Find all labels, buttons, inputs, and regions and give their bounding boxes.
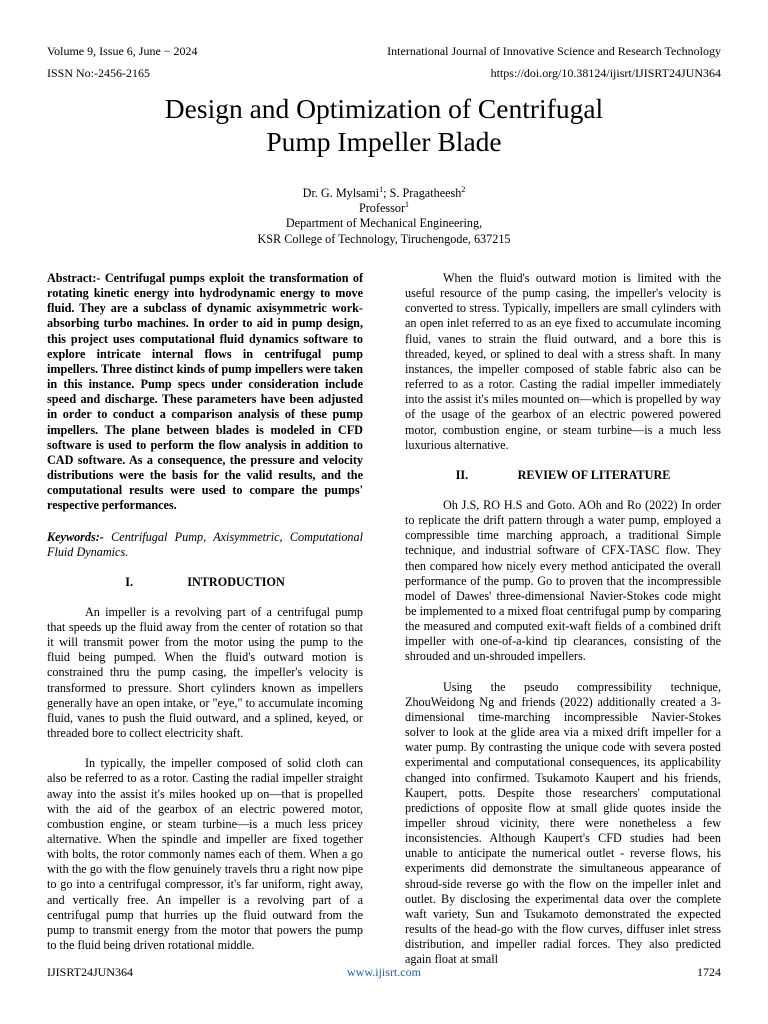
left-column [47,271,363,953]
paragraph: Using the pseudo compressibility technique, ZhouWeidong Ng and friends (2022) additionally created a 3-dimensional time-marching incompressible Navier-Stokes solver to look at the glide area via a mixed drift impeller for a water pump. By contrasting the unique code with severa posted experimental and computational consequences, its applicability changed into confirmed. Tsukamoto Kaupert and his friends, Kaupert, potts. Despite those researchers' computational predictions of opposite flow at small glide quotes inside the impeller shroud vicinity, there were nonetheless a few inconsistencies. Although Kaupert's CFD studies had been unable to anticipate the numerical outlet - reverse flows, his experiments did demonstrate the simultaneous appearance of shroud-side reverse go with the flow on the impeller inlet and outlet. By disclosing the experimental data over the complete waft variety, Sun and Tsukamoto demonstrated the expected results of the head-go with the flow curves, diffuser inlet stress distribution, and impeller radial forces. They also predicted again float at small [405,679,721,967]
title-line-2: Pump Impeller Blade [266,126,502,157]
section-title: INTRODUCTION [187,574,285,589]
section-heading-review [405,468,721,483]
footer-website-wrap [0,965,768,979]
spacer [405,453,721,468]
keywords-text: Centrifugal Pump, Axisymmetric, Computational Fluid Dynamics. [47,529,363,559]
paragraph: When the fluid's outward motion is limited with the useful resource of the pump casing, the impeller's velocity is converted to stress. Typically, impellers are small cylinders with an open inlet referred to as an eye fixed to accumulate incoming fluid, vanes to strain the fluid outward, and a bore this is threaded, keyed, or splined to deal with a stress shaft. In many instances, the impeller composed of stable fabric also can be referred to as a rotor. Casting the radial impeller immediately into the assist it's miles mounted on—which is propelled by way of the usage of the gearbox of an electric powered powered motor, combustion engine, or steam turbine—is a much less luxurious alternative. [405,271,721,452]
footer-paper-id: IJISRT24JUN364 [47,965,133,979]
keywords-label: Keywords:- [47,529,104,544]
author-2-affiliation: 2 [461,184,466,194]
author-separator: ; [383,186,390,200]
author-department: Department of Mechanical Engineering, [285,216,483,231]
author-block [0,186,768,247]
doi-link[interactable]: https://doi.org/10.38124/ijisrt/IJISRT24JUN364 [490,66,721,80]
footer-website-link[interactable]: www.ijisrt.com [347,965,421,979]
section-heading-introduction [47,575,363,590]
right-column [405,271,721,968]
page-number: 1724 [697,965,721,979]
paragraph: In typically, the impeller composed of solid cloth can also be referred to as a rotor. Casting the radial impeller straight away into the assist it's miles hooked up on—that is propelled with the aid of the gearbox of an electric powered motor, combustion engine, or steam turbine—is a much less pricey alternative. When the spindle and impeller are fixed together with bolts, the rotor commonly names each of them. When a go with the go with the flow genuinely travels thru a right now pipe to go into a centrifugal compressor, it's far uniform, right away, and vertically free. An impeller is a revolving part of a centrifugal pump that hurries up the fluid outward from the pump to transmit energy from the motor that powers the pump to the fluid being driven rotational middle. [47,756,363,953]
author-1-affiliation: 1 [379,184,384,194]
title-line-1: Design and Optimization of Centrifugal [164,93,604,124]
spacer [47,741,363,756]
journal-name: International Journal of Innovative Science and Research Technology [387,44,721,58]
section-number: II. [455,467,469,482]
author-role-affiliation: 1 [405,200,410,210]
issn: ISSN No:-2456-2165 [47,66,151,80]
volume-info: Volume 9, Issue 6, June − 2024 [47,44,198,58]
paragraph: Oh J.S, RO H.S and Goto. AOh and Ro (2022) In order to replicate the drift pattern through a water pump, employed a compressible time marching approach, a traditional Simple technique, and industrial software of CFX-TASC flow. They then compared how nicely every method anticipated the overall performance of the pump. Go to proven that the incompressible model of Dawes' three-dimensional Navier-Stokes code might be implemented to a mixed float centrifugal pump by comparing the measured and computed exit-waft fields of a combined drift impeller with one-of-a-kind tip clearances, consisting of the shrouded and un-shrouded impellers. [405,497,721,664]
author-1: Dr. G. Mylsami [302,186,380,200]
abstract: Abstract:- Centrifugal pumps exploit the transformation of rotating kinetic energy into hydrodynamic energy to move fluid. They are a subclass of dynamic axisymmetric work-absorbing turbo machines. In order to aid in pump design, this project uses computational fluid dynamics software to explore intricate internal flows in centrifugal pump impellers. Three distinct kinds of pump impellers were taken in this instance. Pump specs under consideration include speed and discharge. These parameters have been adjusted in order to conduct a comparison analysis of these pump impellers. The plane between blades is modeled in CFD software is used to perform the flow analysis in addition to CAD software. As a consequence, the pressure and velocity distributions were the basis for the valid results, and the computational results were used to compare the pumps' respective performances. [47,271,363,513]
keywords [47,530,363,560]
spacer [405,483,721,498]
spacer [47,560,363,575]
author-role: Professor [358,201,406,216]
spacer [405,665,721,680]
author-role-line [0,201,768,216]
spacer [47,590,363,605]
section-number: I. [125,574,134,589]
author-2: S. Pragatheesh [389,186,462,200]
author-line [0,186,768,201]
author-college: KSR College of Technology, Tiruchengode, 637215 [257,231,511,246]
paragraph: An impeller is a revolving part of a centrifugal pump that speeds up the fluid away from the center of rotation so that it will transmit power from the motor using the pump to the fluid being pumped. When the fluid's outward motion is constrained thru the pump casing, the impeller's velocity is transformed to pressure. Short cylinders known as impellers generally have an open intake, or "eye," to accumulate incoming fluid, vanes to push the fluid outward, and a splined, keyed, or threaded bore to collect electricity shaft. [47,604,363,741]
paper-title [0,92,768,158]
section-title: REVIEW OF LITERATURE [517,467,671,482]
